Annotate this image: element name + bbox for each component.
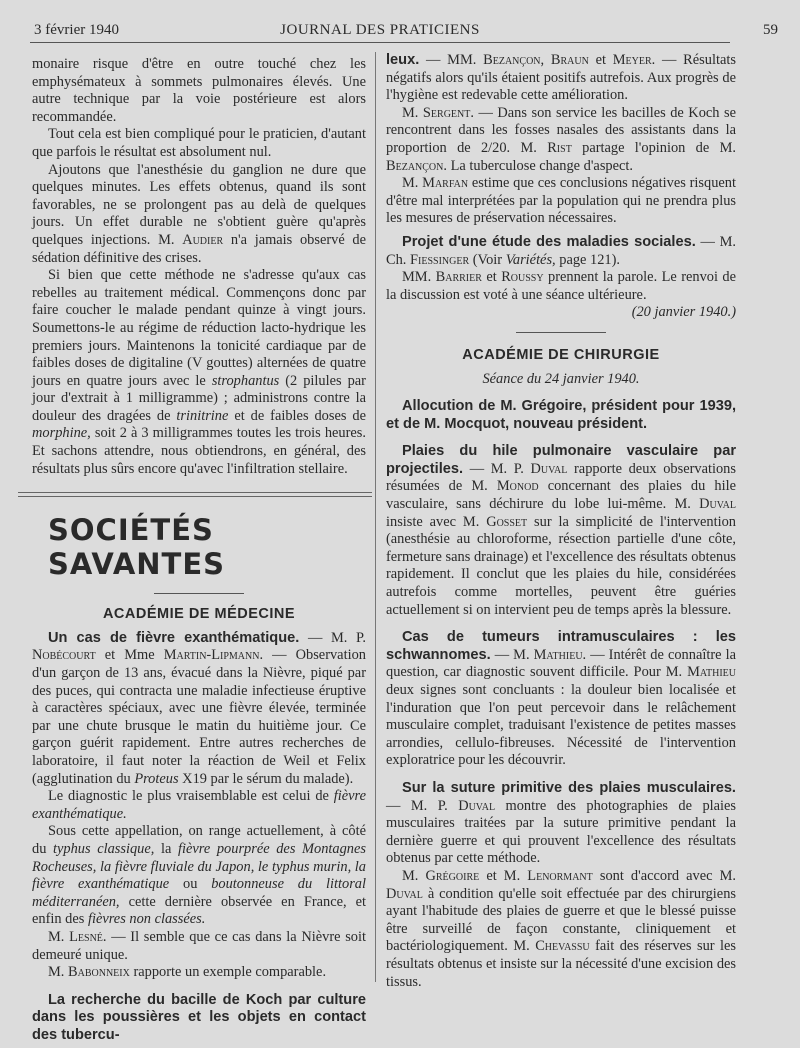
paragraph: Un cas de fièvre exanthématique. — M. P. Nobécourt et Mme Martin-Lipmann. — Observation d'un garçon de 13 ans, évacué dans la Nièvre, piqué par des puces, qui contracta une maladie infectieuse éruptive à caractères spéciaux, avec une fièvre élevée, terminée par une chute brusque le matin du huitième jour. Ce garçon guérit rapidement. Entre autres recherches de laboratoire, il faut noter la réaction de Weil et Felix (agglutination du Proteus X19 par le sérum du malade).: [32, 629, 367, 787]
section-title: SOCIÉTÉS SAVANTES: [48, 513, 226, 582]
article-heading: Un cas de fièvre exanthématique.: [48, 629, 300, 646]
paragraph: Cas de tumeurs intramusculaires : les schwannomes. — M. Mathieu. — Intérêt de connaître la question, car diagnostic souvent difficile. Pour M. Mathieu deux signes sont concluants : la douleur bien localisée et l'induration que l'on peut percevoir dans le relâchement musculaire complet, traduisant l'existence de petites masses arrondies, cellulo-fibreuses. Nécessité de l'intervention exploratrice pour les découvrir.: [386, 629, 736, 769]
right-column: [386, 52, 736, 991]
section-rule: [18, 492, 372, 497]
title-underline: [154, 593, 244, 594]
paragraph: Sur la suture primitive des plaies musculaires. — M. P. Duval montre des photographies de plaies musculaires traitées par la suture primitive pendant la dernière guerre et qui prouvent l'excellence des résultats obtenus par cette méthode.: [386, 779, 737, 867]
paragraph: Plaies du hile pulmonaire vasculaire par projectiles. — M. P. Duval rapporte deux observations résumées de M. Monod concernant des plaies du hile vasculaire, sans déchirure du lobe lui-même. M. Duval insiste avec M. Gosset sur la simplicité de l'intervention (anesthésie au chloroforme, résection partielle d'une côte, fermeture sans drainage) et l'excellence des résultats obtenus rapidement. Il conclut que les plaies du hile, considérées autrefois comme mortelles, peuvent être guéries actuellement si on intervient peu de temps après la blessure.: [386, 443, 736, 618]
session-date: (20 janvier 1940.): [631, 304, 736, 321]
paragraph: Projet d'une étude des maladies sociales. — M. Ch. Fiessinger (Voir Variétés, page 121).: [386, 233, 736, 268]
paragraph: M. Babonneix rapporte un exemple comparable.: [48, 964, 327, 981]
running-head: [30, 20, 778, 43]
article-heading: Plaies du hile pulmonaire vasculaire par projectiles.: [386, 443, 736, 477]
paragraph: Tout cela est bien compliqué pour le praticien, d'autant que parfois le résultat est absolument nul.: [32, 126, 366, 160]
session-line: Séance du 24 janvier 1940.: [482, 370, 640, 387]
paragraph: Ajoutons que l'anesthésie du ganglion ne dure que quelques minutes. Les effets obtenus, quand ils sont favorables, ne se prolongent pas au delà de quelques jours. Un effet durable ne s'obtient guère qu'après quelques injections. M. Audier n'a jamais observé de sédation définitive des crises.: [32, 161, 366, 266]
paragraph: monaire risque d'être en outre touché chez les emphysémateux à sommets pulmonaires élevés. Une autre technique par la voie postérieure est alors recommandée.: [32, 56, 366, 125]
paragraph: M. Lesné. — Il semble que ce cas dans la Nièvre soit demeuré unique.: [32, 928, 366, 963]
academy-heading: ACADÉMIE DE MÉDECINE: [102, 606, 296, 623]
separator-rule: [516, 332, 606, 333]
paragraph: M. Sergent. — Dans son service les bacilles de Koch se rencontrent dans les fosses nasales des assistants dans la proportion de 2/20. M. Rist partage l'opinion de M. Bezançon. La tuberculose change d'aspect.: [386, 104, 736, 174]
paragraph: leux. — MM. Bezançon, Braun et Meyer. — Résultats négatifs alors qu'ils étaient positifs autrefois. Aux progrès de l'hygiène est redevable cette amélioration.: [386, 52, 736, 104]
article-heading: Sur la suture primitive des plaies musculaires.: [402, 779, 736, 796]
paragraph: M. Grégoire et M. Lenormant sont d'accord avec M. Duval à condition qu'elle soit effectuée par des chirurgiens ayant l'habitude des plaies de guerre et que le blessé puisse être surveillé de façon constante, cliniquement et bactériologiquement. M. Chevassu fait des réserves sur les résultats obtenus et insiste sur la nécessité d'une excision des tissus.: [386, 867, 737, 990]
left-column: [32, 56, 366, 1045]
author-name: Audier: [182, 231, 224, 248]
journal-title: JOURNAL DES PRATICIENS: [280, 22, 480, 38]
paragraph: Le diagnostic le plus vraisemblable est celui de fièvre exanthématique.: [32, 788, 366, 822]
article-heading: Allocution de M. Grégoire, président pour 1939, et de M. Mocquot, nouveau président.: [386, 398, 736, 432]
article-heading: Cas de tumeurs intramusculaires : les schwannomes.: [386, 629, 736, 663]
paragraph: M. Marfan estime que ces conclusions négatives risquent d'être mal interprétées par la population qui ne prendra plus les mesures de préservation nécessaires.: [386, 175, 736, 227]
article-heading: Projet d'une étude des maladies sociales.: [402, 233, 696, 250]
paragraph: Sous cette appellation, on range actuellement, à côté du typhus classique, la fièvre pourprée des Montagnes Rocheuses, la fièvre fluviale du Japon, le typhus murin, la fièvre exanthématique ou boutonneuse du littoral méditerranéen, cette dernière observée en France, et enfin des fièvres non classées.: [32, 823, 366, 928]
article-heading: La recherche du bacille de Koch par culture dans les poussières et les objets en contact des tubercu-: [32, 991, 366, 1043]
academy-heading: ACADÉMIE DE CHIRURGIE: [462, 346, 660, 363]
paragraph: Si bien que cette méthode ne s'adresse qu'aux cas rebelles au traitement médical. Commençons donc par faire coucher le malade pendant quinze à vingt jours. Soumettons-le au régime de réduction lacto-hydrique les premiers jours. Maintenons la tonicité cardiaque par de faibles doses de digitaline (V gouttes) alternées de quatre jours en quatre jours avec le strophantus (2 pilules par jour d'extrait à 1 milligramme) ; administrons contre la douleur des dragées de trinitrine et de faibles doses de morphine, soit 2 à 3 milligrammes toutes les trois heures. Et sachons attendre, nous obtiendrons, en général, des résultats plus sûrs encore qu'avec l'infiltration stellaire.: [32, 267, 366, 477]
header-date: 3 février 1940: [34, 22, 119, 38]
column-divider: [375, 52, 376, 982]
paragraph: MM. Barrier et Roussy prennent la parole. Le renvoi de la discussion est voté à une séance ultérieure.: [386, 269, 736, 303]
page-number: 59: [763, 22, 778, 38]
